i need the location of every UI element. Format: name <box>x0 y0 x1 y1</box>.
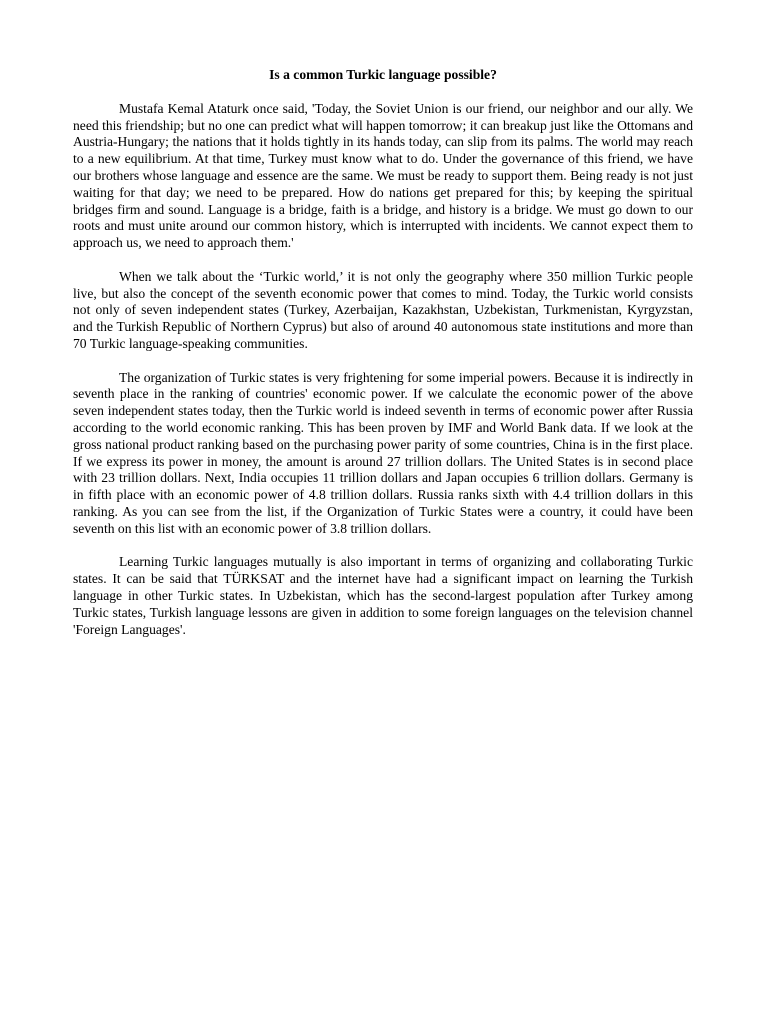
paragraph-ataturk-quote: Mustafa Kemal Ataturk once said, 'Today, the Soviet Union is our friend, our neighbor and our ally. We need this friendship; but no one can predict what will happen tomorrow; it can breakup just like the Ottomans and Austria-Hungary; the nations that it holds tightly in its hands today, can slip from its palms. The world may reach to a new equilibrium. At that time, Turkey must know what to do. Under the governance of this friend, we have our brothers whose language and essence are the same. We must be ready to support them. Being ready is not just waiting for that day; we need to be prepared. How do nations get prepared for this; by keeping the spiritual bridges firm and sound. Language is a bridge, faith is a bridge, and history is a bridge. We must go down to our roots and must unite around our common history, which is interrupted with incidents. We cannot expect them to approach us, we need to approach them.' <box>73 100 693 251</box>
document-title: Is a common Turkic language possible? <box>269 67 497 82</box>
document-page <box>73 67 693 655</box>
paragraph-economic-power: The organization of Turkic states is very frightening for some imperial powers. Because it is indirectly in seventh place in the ranking of countries' economic power. If we calculate the economic power of the above seven independent states today, then the Turkic world is indeed seventh in terms of economic power after Russia according to the world economic ranking. This has been proven by IMF and World Bank data. If we look at the gross national product ranking based on the purchasing power parity of some countries, China is in the first place. If we express its power in money, the amount is around 27 trillion dollars. The United States is in second place with 23 trillion dollars. Next, India occupies 11 trillion dollars and Japan occupies 6 trillion dollars. Germany is in fifth place with an economic power of 4.8 trillion dollars. Russia ranks sixth with 4.4 trillion dollars in this ranking. As you can see from the list, if the Organization of Turkic States were a country, it could have been seventh on this list with an economic power of 3.8 trillion dollars. <box>73 369 693 536</box>
paragraph-learning-languages: Learning Turkic languages mutually is also important in terms of organizing and collaborating Turkic states. It can be said that TÜRKSAT and the internet have had a significant impact on learning the Turkish language in other Turkic states. In Uzbekistan, which has the second-largest population after Turkey among Turkic states, Turkish language lessons are given in addition to some foreign languages on the television channel 'Foreign Languages'. <box>73 554 693 637</box>
paragraph-turkic-world: When we talk about the ‘Turkic world,’ it is not only the geography where 350 million Turkic people live, but also the concept of the seventh economic power that comes to mind. Today, the Turkic world consists not only of seven independent states (Turkey, Azerbaijan, Kazakhstan, Uzbekistan, Turkmenistan, Kyrgyzstan, and the Turkish Republic of Northern Cyprus) but also of around 40 autonomous state institutions and more than 70 Turkic language-speaking communities. <box>73 268 693 351</box>
